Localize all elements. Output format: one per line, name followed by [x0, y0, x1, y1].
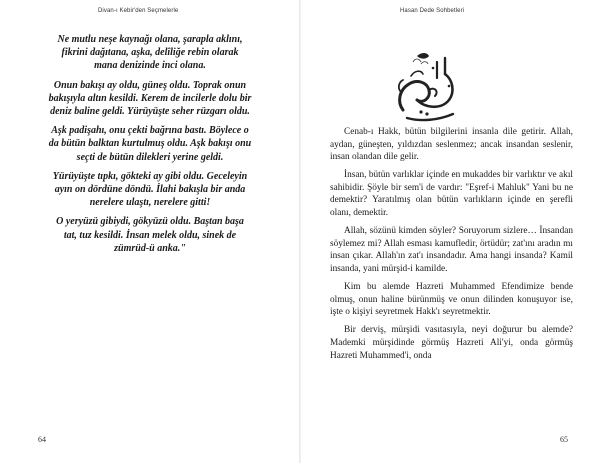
verse-stanza [34, 215, 266, 255]
right-page [300, 0, 600, 463]
verse-line: Aşk padişahı, onu çekti bağrına bastı. Böylece o [51, 125, 249, 137]
prose-paragraph: Bir derviş, mürşidi vasıtasıyla, neyi doğurur bu alemde? Mademki mürşidinde görmüş Hazreti Ali'yi, onda görmüş Hazreti Muhammed'i, onda [330, 325, 573, 361]
prose-paragraph: Allah, sözünü kimden söyler? Soruyorum sizlere… İnsandan söylemez mi? Allah esması kamufledir, örtüdür; zat'ını aradın mı insan çıkar. Allah'ın zat'ı insandadır. Ama hangi insanda? Kamil insanda, yani mürşid-i kamilde. [330, 226, 573, 274]
verse-stanza [34, 79, 266, 119]
verse-line: deniz baline geldi. Yürüyüşte seher rüzgarı oldu. [50, 106, 250, 118]
left-page-number: 64 [38, 435, 46, 444]
verse-stanza [34, 124, 266, 164]
verse-line: nerelere ulaştı, nerelere gitti! [89, 197, 211, 209]
right-running-head: Hasan Dede Sohbetleri [400, 8, 465, 14]
verse-line: ayın on dördüne döndü. İlahi bakışla bir anda [54, 184, 246, 196]
verse-stanza [34, 170, 266, 210]
verse-line: zümrüd-ü anka." [114, 242, 186, 254]
verse-line: bakışıyla altın kesildi. Kerem de incilerle dolu bir [48, 92, 252, 104]
right-page-number: 65 [560, 435, 568, 444]
verse-line: da bütün balktan kurtulmuş oldu. Aşk bakışı onu [48, 138, 252, 150]
verse-line: Onun bakışı ay oldu, güneş oldu. Toprak onun [53, 79, 247, 91]
verse-line: mana denizinde inci olana. [94, 60, 206, 72]
prose-body [330, 126, 573, 368]
verse-block [34, 33, 266, 261]
verse-line: Yürüyüşte tıpkı, gökteki ay gibi oldu. Geceleyin [52, 170, 248, 182]
left-running-head: Divan-ı Kebir'den Seçmelerle [98, 8, 179, 14]
prose-paragraph: Cenab-ı Hakk, bütün bilgilerini insanla dile getirir. Allah, aydan, güneşten, yıldızdan seslenmez; ancak insandan seslenir, insan olandan dile gelir. [330, 127, 573, 163]
verse-line: Ne mutlu neşe kaynağı olana, şarapla aklını, [57, 34, 243, 45]
verse-line: O yeryüzü gibiydi, gökyüzü oldu. Baştan başa [56, 216, 244, 228]
prose-paragraph: Kim bu alemde Hazreti Muhammed Efendimize bende olmuş, onun haline bürünmüş ve onun dilinden konuşuyor ise, işte o kişiyi seyretmek Hakk'ı seyretmektir. [330, 282, 573, 318]
calligraphy-ornament-icon [387, 48, 467, 128]
verse-line: tat, tuz kesildi. İnsan melek oldu, sinek de [63, 229, 237, 241]
prose-paragraph: İnsan, bütün varlıklar içinde en mukaddes bir varlıktır ve akıl sahibidir. Şöyle bir sem'i de vardır: "Eşref-i Mahluk" Yani bu ne demektir? Yaratılmış olan bütün varlıkların içinde en şerefli olanı, demektir. [330, 170, 573, 219]
verse-line: fikrini dağıtana, aşka, delîliğe rebin olarak [61, 47, 239, 59]
verse-line: seçti de bütün dilekleri yerine geldi. [76, 151, 224, 163]
verse-stanza [34, 33, 266, 73]
